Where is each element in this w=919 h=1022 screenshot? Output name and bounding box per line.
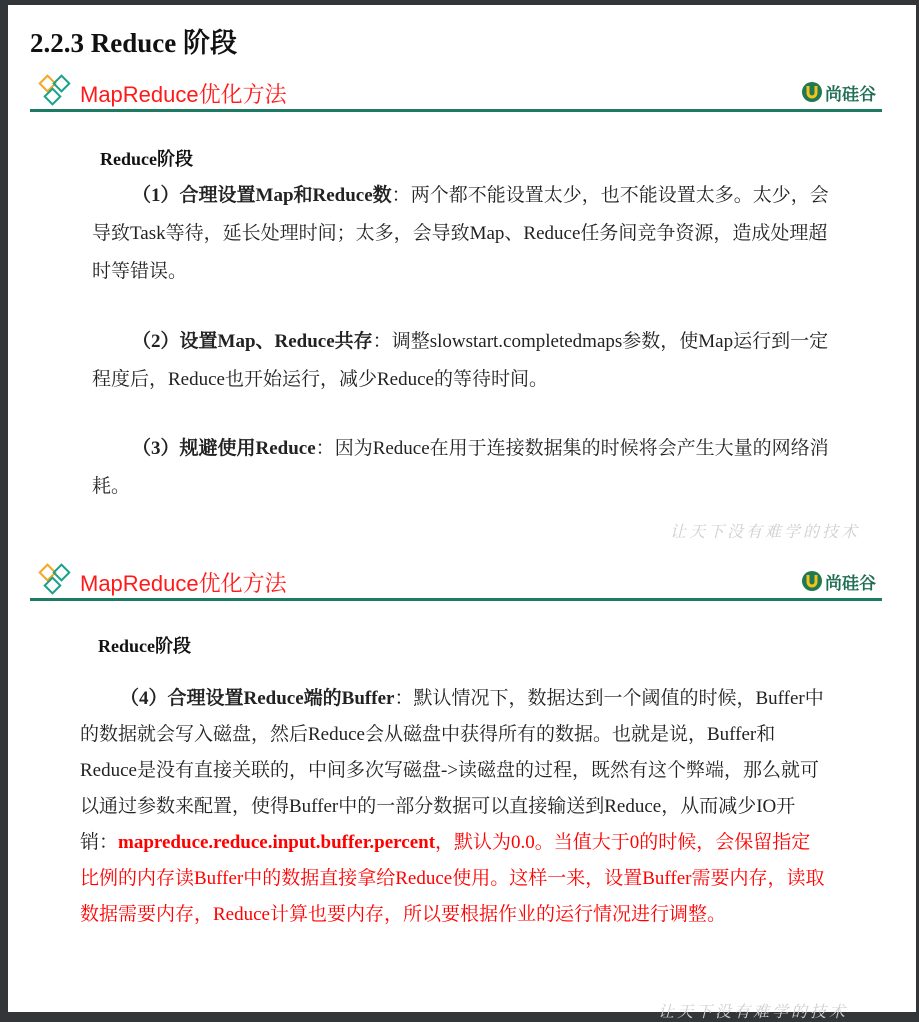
item-number: （3）	[132, 438, 180, 459]
item-highlight-text: ，默认为0.0。当值大于0的时候，会保留指定比例的内存读Buffer中的数据直接拿给Reduce使用。这样一来，设置Buffer需要内存，读取数据需要内存，Reduce计算也要内存，所以要根据作业的运行情况进行调整。	[80, 832, 825, 925]
slide-title: MapReduce优化方法	[80, 571, 287, 596]
item-lead: 合理设置Reduce端的Buffer	[167, 688, 395, 709]
document-page	[8, 5, 916, 1021]
watermark-slogan: 让天下没有难学的技术	[670, 522, 861, 541]
config-param-name: mapreduce.reduce.input.buffer.percent	[118, 832, 436, 853]
item-text: 调整slowstart.completedmaps参数，使Map运行到一定程度后，Reduce也开始运行，减少Reduce的等待时间。	[92, 331, 829, 390]
header-divider	[30, 598, 882, 601]
brand-name: 尚硅谷	[825, 84, 876, 105]
item-lead: 合理设置Map和Reduce数	[179, 185, 392, 206]
item-text: 因为Reduce在用于连接数据集的时候将会产生大量的网络消耗。	[92, 438, 829, 497]
item-3	[92, 430, 832, 506]
item-colon: ：	[315, 438, 335, 459]
section-label: Reduce阶段	[100, 149, 193, 169]
brand-u-logo-icon	[801, 570, 823, 592]
item-lead: 规避使用Reduce	[179, 438, 316, 459]
item-2	[92, 323, 832, 399]
header-divider	[30, 109, 882, 112]
item-1	[92, 177, 832, 291]
item-text: 默认情况下，数据达到一个阈值的时候，Buffer中的数据就会写入磁盘，然后Reduce会从磁盘中获得所有的数据。也就是说，Buffer和Reduce是没有直接关联的，中间多次写磁盘->读磁盘的过程，既然有这个弊端，那么就可以通过参数来配置，使得Buffer中的一部分数据可以直接输送到Reduce，从而减少IO开销：	[80, 688, 824, 853]
item-number: （4）	[120, 688, 168, 709]
item-lead: 设置Map、Reduce共存	[179, 331, 373, 352]
item-number: （2）	[132, 331, 180, 352]
brand	[801, 570, 876, 592]
slide-header	[30, 72, 882, 112]
item-text: 两个都不能设置太少，也不能设置太多。太少，会导致Task等待，延长处理时间；太多，会导致Map、Reduce任务间竞争资源，造成处理超时等错误。	[92, 185, 829, 282]
item-colon: ：	[372, 331, 392, 352]
section-label: Reduce阶段	[98, 636, 191, 656]
slide-header	[30, 561, 882, 601]
slide-title: MapReduce优化方法	[80, 82, 287, 107]
item-colon: ：	[391, 185, 411, 206]
brand-name: 尚硅谷	[825, 573, 876, 594]
document-heading: 2.2.3 Reduce 阶段	[30, 28, 237, 58]
watermark-slogan: 让天下没有难学的技术	[658, 1002, 849, 1021]
item-4	[80, 681, 825, 933]
diamonds-logo-icon	[36, 74, 78, 114]
brand-u-logo-icon	[801, 81, 823, 103]
item-colon: ：	[394, 688, 414, 709]
item-number: （1）	[132, 185, 180, 206]
diamonds-logo-icon	[36, 563, 78, 603]
brand	[801, 81, 876, 103]
